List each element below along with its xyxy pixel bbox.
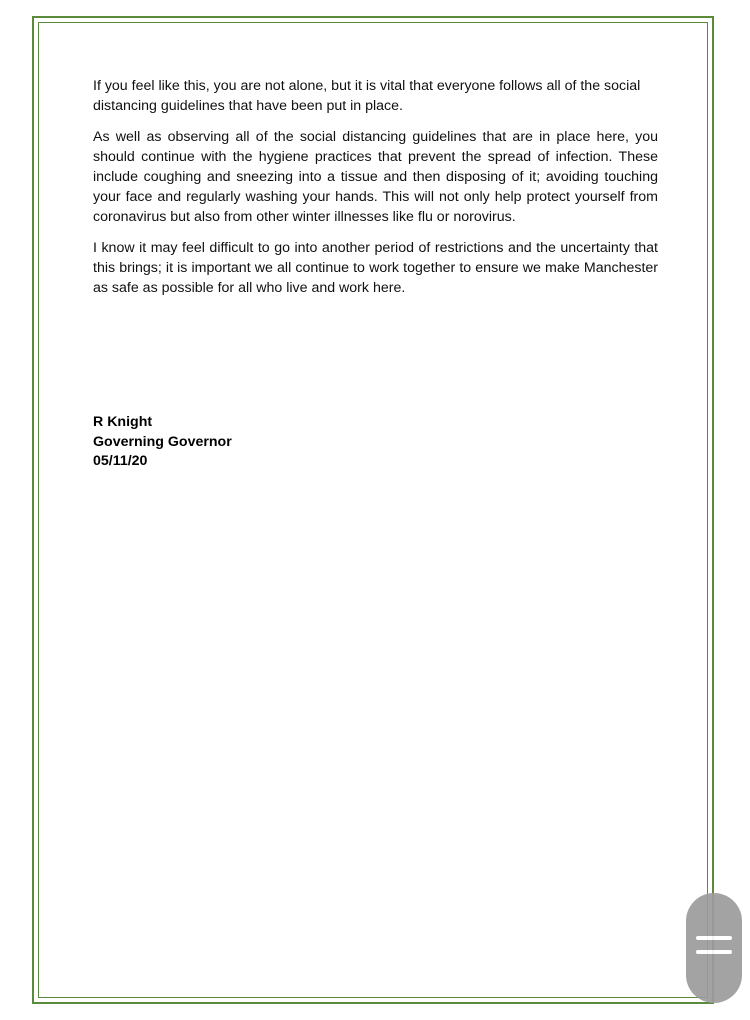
signatory-name: R Knight [93, 414, 153, 430]
grip-lines-icon [696, 936, 732, 958]
letter-body [93, 76, 658, 309]
signature-block [93, 413, 232, 472]
signatory-title: Governing Governor [93, 433, 232, 450]
paragraph-1: If you feel like this, you are not alone, but it is vital that everyone follows all of the social distancing guidelines that have been put in place. [93, 78, 641, 114]
paragraph-3: I know it may feel difficult to go into another period of restrictions and the uncertainty that this brings; it is important we all continue to work together to ensure we make Manchester as safe as possible for all who live and work here. [93, 240, 658, 296]
letter-date: 05/11/20 [93, 453, 148, 469]
paragraph-2: As well as observing all of the social distancing guidelines that are in place here, you should continue with the hygiene practices that prevent the spread of infection. These include coughing and sneezing into a tissue and then disposing of it; avoiding touching your face and regularly washing your hands. This will not only help protect yourself from coronavirus but also from other winter illnesses like flu or norovirus. [93, 129, 658, 225]
scroll-handle[interactable] [686, 893, 742, 1003]
